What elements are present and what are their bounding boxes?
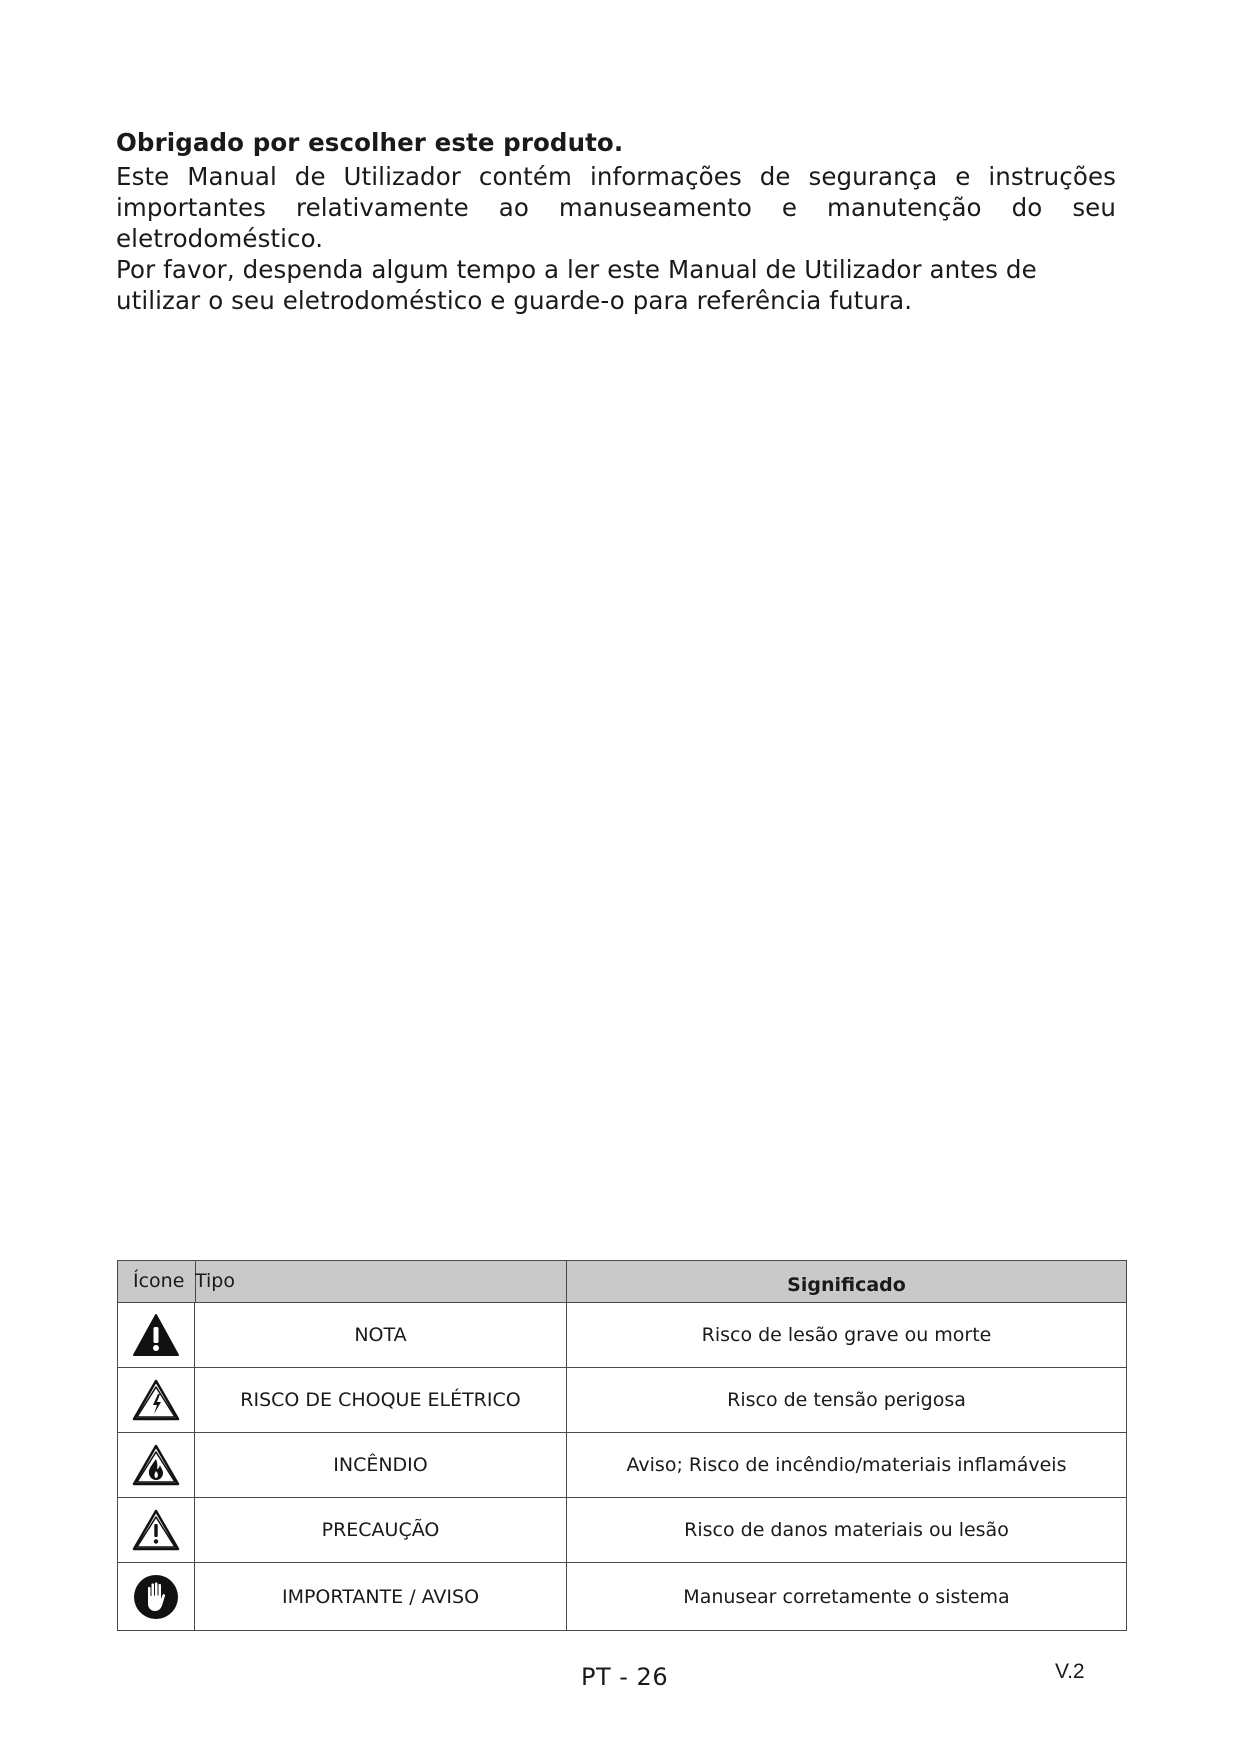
table-row — [118, 1563, 1127, 1631]
table-header-row — [118, 1261, 1127, 1303]
icon-cell — [118, 1303, 195, 1368]
table-row — [118, 1433, 1127, 1498]
caution-triangle-icon — [132, 1508, 180, 1552]
type-cell: INCÊNDIO — [195, 1433, 567, 1498]
header-icon-type — [118, 1261, 567, 1303]
electric-shock-triangle-icon — [132, 1378, 180, 1422]
safety-symbols-table — [117, 1260, 1127, 1631]
meaning-cell: Risco de tensão perigosa — [567, 1368, 1127, 1433]
icon-cell — [118, 1368, 195, 1433]
intro-paragraph-2: Por favor, despenda algum tempo a ler este Manual de Utilizador antes de utilizar o seu eletrodoméstico e guarde-o para referência futura. — [116, 255, 1037, 315]
fire-triangle-icon — [132, 1443, 180, 1487]
meaning-cell: Manusear corretamente o sistema — [567, 1563, 1127, 1631]
header-meaning-label: Significado — [567, 1261, 1127, 1303]
icon-cell — [118, 1563, 195, 1631]
table-row — [118, 1368, 1127, 1433]
intro-lead: Obrigado por escolher este produto. — [116, 128, 624, 157]
exclamation-filled-triangle-icon — [132, 1313, 180, 1357]
type-cell: RISCO DE CHOQUE ELÉTRICO — [195, 1368, 567, 1433]
type-cell: NOTA — [195, 1303, 567, 1368]
meaning-cell: Aviso; Risco de incêndio/materiais inflamáveis — [567, 1433, 1127, 1498]
page-number: PT - 26 — [581, 1663, 669, 1691]
type-cell: PRECAUÇÃO — [195, 1498, 567, 1563]
intro-paragraph-1: Este Manual de Utilizador contém informações de segurança e instruções importantes relativamente ao manuseamento e manutenção do seu eletrodoméstico. — [116, 162, 1116, 253]
table-row — [118, 1498, 1127, 1563]
table-row — [118, 1303, 1127, 1368]
header-icon-label: Ícone — [133, 1270, 185, 1292]
intro-section — [116, 127, 1116, 316]
header-type-label: Tipo — [195, 1270, 235, 1292]
hand-stop-circle-icon — [132, 1573, 180, 1621]
version-label: V.2 — [1055, 1660, 1085, 1683]
meaning-cell: Risco de lesão grave ou morte — [567, 1303, 1127, 1368]
icon-cell — [118, 1498, 195, 1563]
meaning-cell: Risco de danos materiais ou lesão — [567, 1498, 1127, 1563]
type-cell: IMPORTANTE / AVISO — [195, 1563, 567, 1631]
icon-cell — [118, 1433, 195, 1498]
